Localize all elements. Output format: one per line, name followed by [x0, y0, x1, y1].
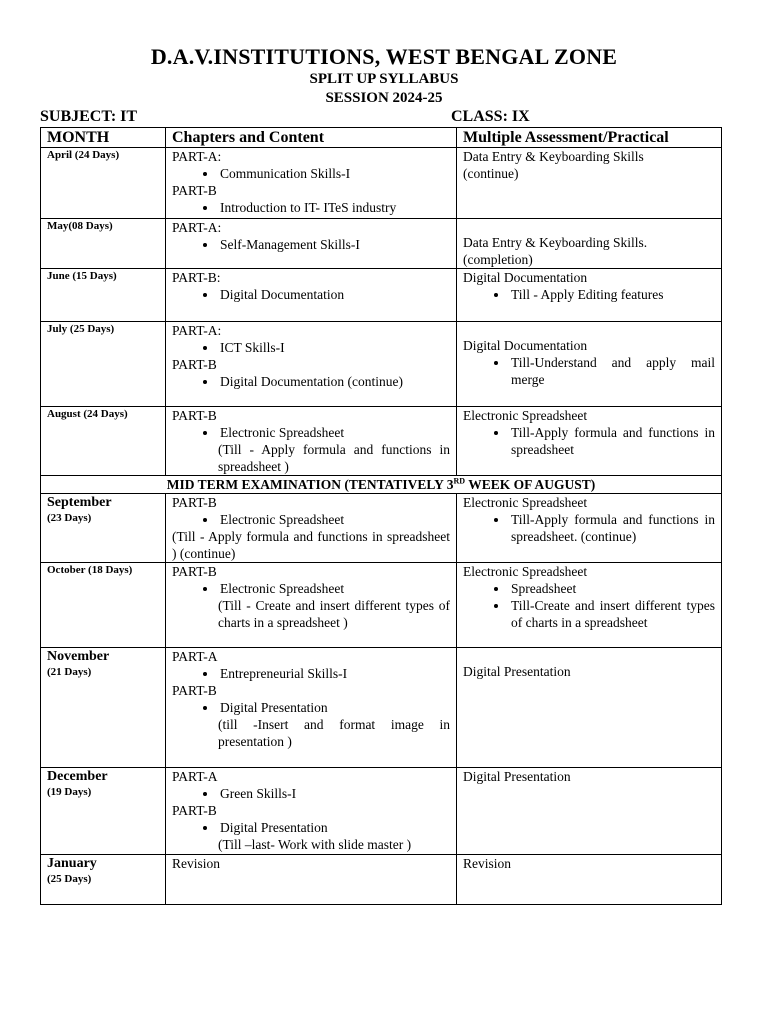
chapter-detail: (till -Insert and format image in presentation ) — [218, 717, 450, 749]
table-row-december — [41, 768, 722, 855]
assessment-cell — [457, 269, 722, 322]
chapter-item: • Introduction to IT- ITeS industry — [218, 199, 450, 216]
month-label: October (18 Days) — [47, 564, 133, 576]
chapters-cell — [166, 768, 457, 855]
month-column-header: MONTH — [41, 128, 166, 148]
chapter-item: • ICT Skills-I — [218, 339, 450, 356]
syllabus-subtitle: SPLIT UP SYLLABUS — [309, 71, 459, 87]
month-cell — [41, 407, 166, 476]
chapters-cell — [166, 855, 457, 905]
month-label: December — [47, 769, 108, 784]
part-b-label: PART-B — [172, 683, 217, 698]
mid-term-banner — [41, 476, 722, 494]
table-row-july — [41, 322, 722, 407]
assessment-item: • Till - Apply Editing features — [509, 286, 715, 303]
part-b-label: PART-B — [172, 357, 217, 372]
part-b-label: PART-B — [172, 803, 217, 818]
class-label: CLASS: IX — [451, 108, 530, 125]
assessment-text: Revision — [463, 856, 512, 871]
month-label: June (15 Days) — [47, 270, 117, 282]
chapters-cell — [166, 563, 457, 648]
chapter-detail: (Till - Create and insert different types of charts in a spreadsheet ) — [218, 598, 450, 630]
month-label: January — [47, 856, 97, 871]
assessment-text: Electronic Spreadsheet — [463, 495, 588, 510]
month-label: November — [47, 649, 110, 664]
chapters-cell — [166, 322, 457, 407]
part-a-label: PART-A — [172, 769, 218, 784]
chapter-item: • Digital Documentation (continue) — [218, 373, 450, 390]
chapter-item: • Electronic Spreadsheet — [218, 511, 450, 528]
month-cell — [41, 648, 166, 768]
month-label: September — [47, 495, 112, 510]
part-a-label: PART-A: — [172, 220, 222, 235]
assessment-cell — [457, 219, 722, 269]
month-cell — [41, 563, 166, 648]
mid-term-sup: RD — [453, 476, 466, 486]
chapter-text: Revision — [172, 856, 221, 871]
assessment-cell — [457, 148, 722, 219]
month-days: (19 Days) — [47, 786, 92, 798]
part-b-label: PART-B: — [172, 270, 221, 285]
assessment-cell — [457, 322, 722, 407]
table-row-november — [41, 648, 722, 768]
chapter-item: • Electronic Spreadsheet — [218, 424, 450, 441]
table-row-mid-term — [41, 476, 722, 494]
assessment-cell — [457, 494, 722, 563]
assessment-text: (completion) — [463, 252, 533, 267]
month-cell — [41, 269, 166, 322]
chapters-cell — [166, 648, 457, 768]
part-a-label: PART-A: — [172, 323, 222, 338]
month-cell — [41, 494, 166, 563]
chapters-cell — [166, 219, 457, 269]
chapter-detail: (Till - Apply formula and functions in spreadsheet ) — [218, 442, 450, 474]
assessment-cell — [457, 648, 722, 768]
subject-label: SUBJECT: IT — [40, 108, 138, 125]
table-row-may — [41, 219, 722, 269]
chapter-detail: (Till –last- Work with slide master ) — [218, 837, 412, 852]
assessment-item: • Spreadsheet — [509, 580, 715, 597]
part-b-label: PART-B — [172, 495, 217, 510]
part-b-label: PART-B — [172, 408, 217, 423]
assessment-item: • Till-Apply formula and functions in spreadsheet. (continue) — [509, 511, 715, 545]
chapters-column-header: Chapters and Content — [166, 128, 457, 148]
assessment-item: • Till-Understand and apply mail merge — [509, 354, 715, 388]
assessment-cell — [457, 407, 722, 476]
month-cell — [41, 768, 166, 855]
chapters-cell — [166, 148, 457, 219]
assessment-text: Electronic Spreadsheet — [463, 408, 588, 423]
table-row-january — [41, 855, 722, 905]
chapter-detail: (Till - Apply formula and functions in spreadsheet ) (continue) — [172, 529, 450, 561]
assessment-item: • Till-Apply formula and functions in spreadsheet — [509, 424, 715, 458]
mid-term-prefix: MID TERM EXAMINATION (TENTATIVELY 3 — [166, 477, 454, 492]
part-b-label: PART-B — [172, 564, 217, 579]
month-label: July (25 Days) — [47, 323, 115, 335]
table-row-june — [41, 269, 722, 322]
part-a-label: PART-A: — [172, 149, 222, 164]
chapter-item: • Digital Presentation — [218, 819, 450, 836]
month-days: (25 Days) — [47, 873, 92, 885]
assessment-text: Data Entry & Keyboarding Skills. — [463, 235, 648, 250]
month-cell — [41, 855, 166, 905]
subject-class-row — [40, 108, 720, 128]
assessment-text: Electronic Spreadsheet — [463, 564, 588, 579]
table-row-april — [41, 148, 722, 219]
assessment-text: Digital Presentation — [463, 769, 571, 784]
chapter-item: • Entrepreneurial Skills-I — [218, 665, 450, 682]
syllabus-table — [40, 127, 722, 905]
part-b-label: PART-B — [172, 183, 217, 198]
document-header — [0, 44, 768, 108]
month-days: (23 Days) — [47, 512, 92, 524]
table-row-september — [41, 494, 722, 563]
month-label: August (24 Days) — [47, 408, 128, 420]
month-cell — [41, 322, 166, 407]
table-row-october — [41, 563, 722, 648]
table-header-row — [41, 128, 722, 148]
assessment-text: Digital Documentation — [463, 338, 588, 353]
month-cell — [41, 219, 166, 269]
table-row-august — [41, 407, 722, 476]
assessment-text: Digital Documentation — [463, 270, 588, 285]
chapter-item: • Communication Skills-I — [218, 165, 450, 182]
assessment-cell — [457, 563, 722, 648]
part-a-label: PART-A — [172, 649, 218, 664]
mid-term-suffix: WEEK OF AUGUST) — [465, 477, 596, 492]
month-label: April (24 Days) — [47, 149, 120, 161]
month-label: May(08 Days) — [47, 220, 113, 232]
assessment-cell — [457, 855, 722, 905]
assessment-item: • Till-Create and insert different types of charts in a spreadsheet — [509, 597, 715, 631]
chapter-item: • Electronic Spreadsheet — [218, 580, 450, 597]
session-label: SESSION 2024-25 — [325, 90, 443, 106]
chapter-item: • Digital Documentation — [218, 286, 450, 303]
chapter-item: • Self-Management Skills-I — [218, 236, 450, 253]
chapters-cell — [166, 407, 457, 476]
chapters-cell — [166, 494, 457, 563]
assessment-text: Digital Presentation — [463, 664, 571, 679]
month-cell — [41, 148, 166, 219]
chapter-item: • Digital Presentation — [218, 699, 450, 716]
assessment-column-header: Multiple Assessment/Practical — [457, 128, 722, 148]
assessment-text: Data Entry & Keyboarding Skills — [463, 149, 644, 164]
month-days: (21 Days) — [47, 666, 92, 678]
chapter-item: • Green Skills-I — [218, 785, 450, 802]
assessment-text: (continue) — [463, 166, 519, 181]
institution-title: D.A.V.INSTITUTIONS, WEST BENGAL ZONE — [150, 44, 618, 69]
assessment-cell — [457, 768, 722, 855]
chapters-cell — [166, 269, 457, 322]
